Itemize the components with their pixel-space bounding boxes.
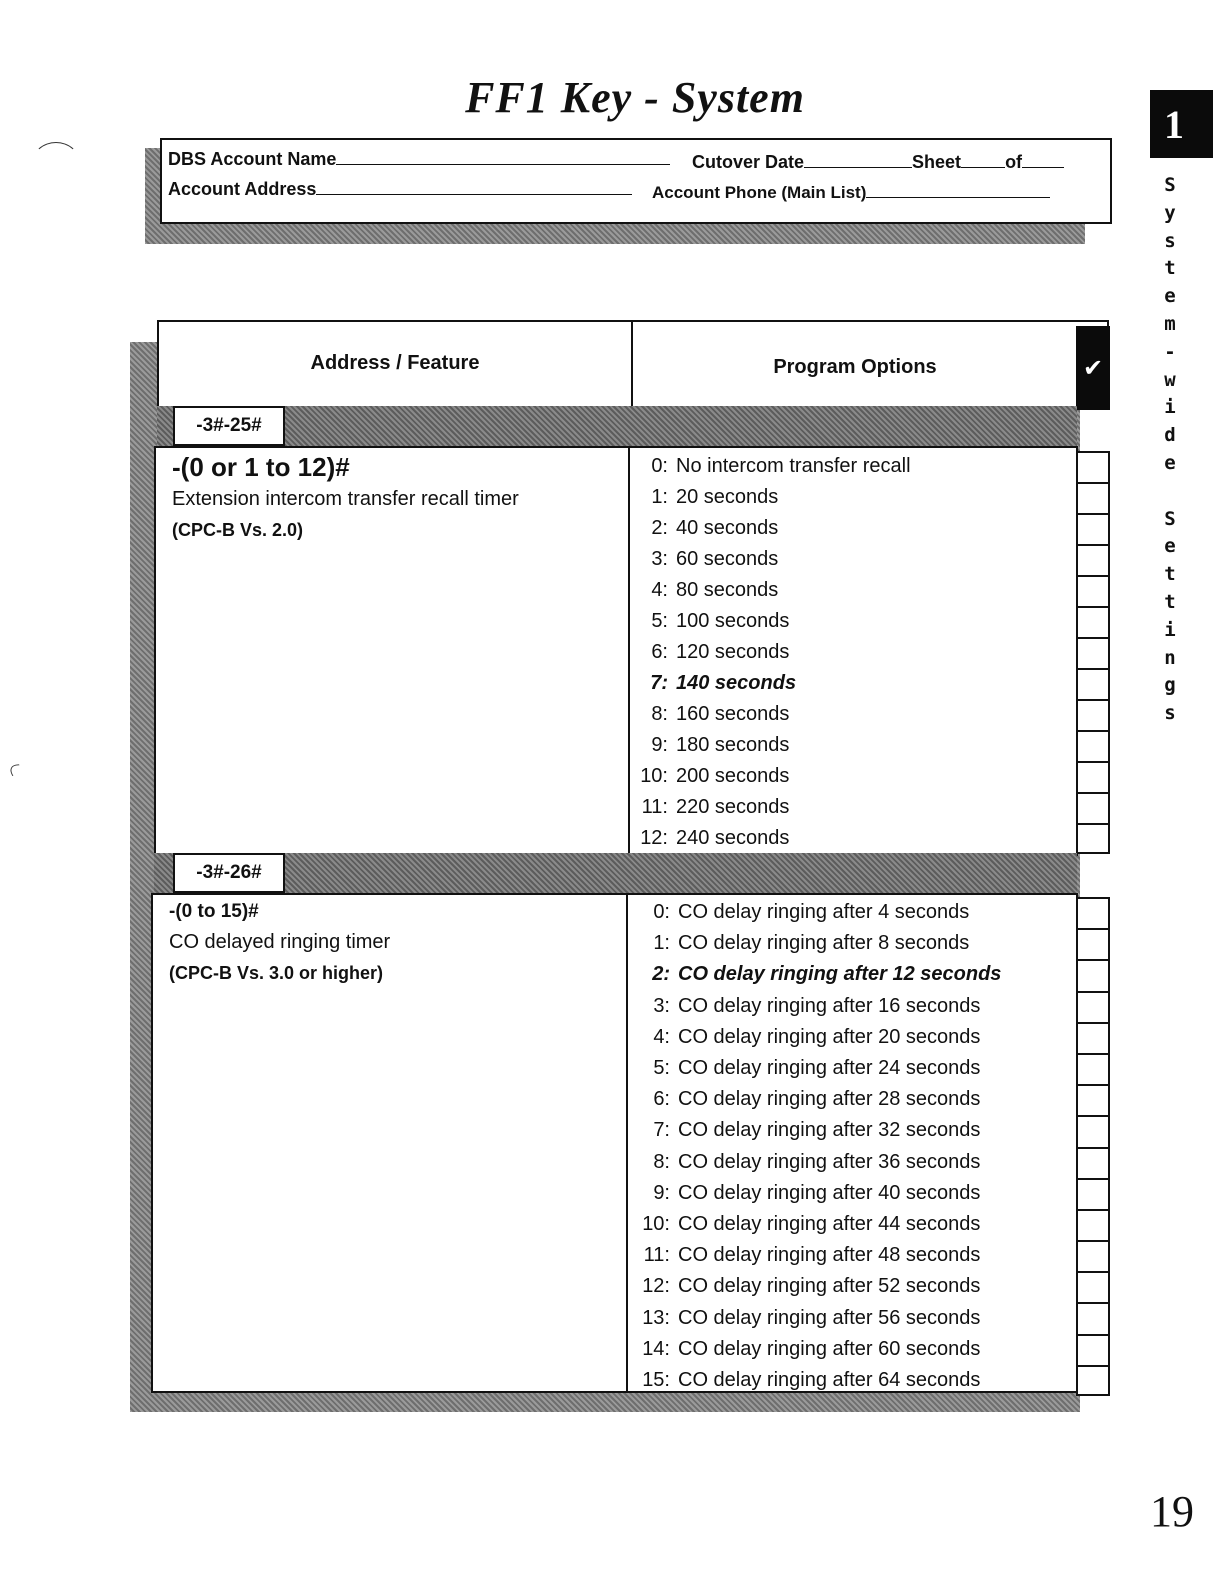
option-checkbox[interactable] — [1076, 513, 1110, 544]
option-number: 6: — [651, 641, 668, 663]
side-label-letter: e — [1164, 285, 1176, 308]
account-address-label: Account Address — [168, 179, 317, 199]
option-item — [638, 1271, 1001, 1302]
address-tag: -3#-26# — [173, 853, 285, 893]
account-address-field[interactable] — [316, 178, 632, 195]
scan-mark — [32, 142, 80, 184]
scan-mark — [5, 757, 71, 809]
section-bar — [154, 853, 1077, 893]
section-bar — [157, 406, 1077, 446]
option-text: CO delay ringing after 12 seconds — [678, 963, 1002, 986]
side-label-letter — [1158, 478, 1182, 506]
cutover-label: Cutover Date — [692, 152, 805, 172]
option-item — [638, 959, 1001, 990]
option-number: 3: — [653, 994, 670, 1017]
option-list — [640, 451, 911, 854]
option-item — [640, 513, 911, 544]
option-number: 0: — [653, 901, 670, 924]
option-item — [638, 1022, 1001, 1053]
option-item — [638, 1115, 1001, 1146]
option-number: 2: — [652, 963, 670, 986]
option-text: 20 seconds — [676, 486, 779, 508]
option-checkbox[interactable] — [1076, 959, 1110, 990]
header-address-feature: Address / Feature — [310, 352, 480, 374]
option-number: 14: — [642, 1337, 670, 1360]
option-text: 120 seconds — [676, 641, 790, 663]
option-number: 12: — [640, 827, 668, 849]
option-item — [640, 637, 911, 668]
side-label-letter: s — [1164, 702, 1176, 725]
option-item — [638, 1084, 1001, 1115]
option-text: 60 seconds — [676, 548, 779, 570]
option-number: 1: — [651, 486, 668, 508]
option-number: 3: — [651, 548, 668, 570]
feature-version: (CPC-B Vs. 3.0 or higher) — [169, 963, 384, 983]
checkbox-column — [1076, 451, 1110, 854]
feature-panel — [154, 446, 630, 856]
table-header — [157, 320, 1109, 408]
option-checkbox[interactable] — [1076, 792, 1110, 823]
option-checkbox[interactable] — [1076, 637, 1110, 668]
option-number: 9: — [651, 734, 668, 756]
option-checkbox[interactable] — [1076, 991, 1110, 1022]
option-text: No intercom transfer recall — [676, 455, 911, 477]
header-program-options: Program Options — [773, 356, 937, 378]
option-item — [640, 606, 911, 637]
option-text: 200 seconds — [676, 765, 790, 787]
option-number: 1: — [653, 932, 670, 955]
option-text: CO delay ringing after 40 seconds — [678, 1181, 981, 1204]
chapter-vertical-label — [1158, 172, 1182, 728]
option-number: 4: — [651, 579, 668, 601]
option-text: 240 seconds — [676, 827, 790, 849]
option-checkbox[interactable] — [1076, 699, 1110, 730]
option-number: 10: — [640, 765, 668, 787]
sheet-label: Sheet — [912, 152, 962, 172]
option-checkbox[interactable] — [1076, 451, 1110, 482]
cutover-date-field[interactable] — [804, 151, 912, 168]
side-label-letter: e — [1164, 451, 1176, 474]
option-number: 8: — [651, 703, 668, 725]
option-checkbox[interactable] — [1076, 928, 1110, 959]
option-text: CO delay ringing after 64 seconds — [678, 1368, 981, 1391]
option-item — [640, 544, 911, 575]
option-number: 2: — [651, 517, 668, 539]
option-text: CO delay ringing after 4 seconds — [678, 901, 970, 924]
option-item — [638, 1240, 1001, 1271]
option-text: CO delay ringing after 20 seconds — [678, 1025, 981, 1048]
option-text: CO delay ringing after 60 seconds — [678, 1337, 981, 1360]
option-item — [638, 1053, 1001, 1084]
option-item — [640, 699, 911, 730]
option-number: 8: — [653, 1150, 670, 1173]
option-checkbox[interactable] — [1076, 544, 1110, 575]
option-text: 180 seconds — [676, 734, 790, 756]
side-label-letter: y — [1164, 201, 1176, 224]
option-text: 160 seconds — [676, 703, 790, 725]
option-text: CO delay ringing after 28 seconds — [678, 1088, 981, 1111]
feature-panel — [151, 893, 628, 1393]
option-number: 5: — [653, 1057, 670, 1080]
chapter-tab: 1 — [1150, 90, 1213, 158]
side-label-letter: t — [1164, 257, 1176, 280]
feature-version: (CPC-B Vs. 2.0) — [172, 520, 304, 540]
option-item — [638, 1365, 1001, 1396]
option-number: 13: — [642, 1306, 670, 1329]
option-text: CO delay ringing after 48 seconds — [678, 1244, 981, 1267]
option-checkbox[interactable] — [1076, 1334, 1110, 1365]
of-label: of — [1005, 152, 1023, 172]
option-number: 11: — [643, 1244, 670, 1267]
option-checkbox[interactable] — [1076, 482, 1110, 513]
option-checkbox[interactable] — [1076, 1053, 1110, 1084]
side-label-letter: i — [1164, 396, 1176, 419]
side-label-letter: i — [1164, 618, 1176, 641]
option-number: 4: — [653, 1025, 670, 1048]
option-text: CO delay ringing after 56 seconds — [678, 1306, 981, 1329]
side-label-letter: t — [1164, 590, 1176, 613]
option-checkbox[interactable] — [1076, 1271, 1110, 1302]
option-checkbox[interactable] — [1076, 1084, 1110, 1115]
option-checkbox[interactable] — [1076, 1365, 1110, 1396]
side-label-letter: e — [1164, 535, 1176, 558]
page-number: 19 — [1150, 1487, 1194, 1536]
sheet-field[interactable] — [961, 151, 1005, 168]
cutover-row — [692, 151, 1064, 173]
option-number: 15: — [642, 1368, 670, 1391]
option-text: CO delay ringing after 32 seconds — [678, 1119, 981, 1142]
page-title: FF1 Key - System — [465, 73, 805, 122]
option-item — [638, 1302, 1001, 1333]
option-number: 12: — [642, 1275, 670, 1298]
option-item — [638, 1209, 1001, 1240]
option-text: CO delay ringing after 36 seconds — [678, 1150, 981, 1173]
option-text: 220 seconds — [676, 796, 790, 818]
option-text: CO delay ringing after 16 seconds — [678, 994, 981, 1017]
option-item — [638, 928, 1001, 959]
option-number: 0: — [651, 455, 668, 477]
option-text: CO delay ringing after 8 seconds — [678, 932, 970, 955]
option-checkbox[interactable] — [1076, 1022, 1110, 1053]
account-phone-field[interactable] — [866, 181, 1050, 198]
option-number: 7: — [653, 1119, 670, 1142]
option-text: 100 seconds — [676, 610, 790, 632]
option-checkbox[interactable] — [1076, 1209, 1110, 1240]
side-label-letter: S — [1164, 174, 1176, 196]
account-phone-row — [652, 181, 1050, 203]
account-name-field[interactable] — [336, 148, 670, 165]
feature-description: Extension intercom transfer recall timer — [172, 488, 519, 510]
side-label-letter: g — [1164, 674, 1176, 697]
option-checkbox[interactable] — [1076, 761, 1110, 792]
option-item — [638, 1147, 1001, 1178]
option-item — [638, 897, 1001, 928]
feature-code: -(0 to 15)# — [169, 901, 259, 922]
option-checkbox[interactable] — [1076, 730, 1110, 761]
option-checkbox[interactable] — [1076, 1115, 1110, 1146]
side-label-letter: s — [1164, 229, 1176, 252]
checkbox-column — [1076, 897, 1110, 1396]
option-number: 9: — [653, 1181, 670, 1204]
sheet-total-field[interactable] — [1022, 151, 1064, 168]
option-number: 6: — [653, 1088, 670, 1111]
option-text: 80 seconds — [676, 579, 779, 601]
option-checkbox[interactable] — [1076, 606, 1110, 637]
address-tag: -3#-25# — [173, 406, 285, 446]
option-number: 7: — [650, 672, 668, 694]
side-label-letter: w — [1164, 368, 1176, 391]
option-item — [640, 823, 911, 854]
account-phone-label: Account Phone (Main List) — [652, 183, 867, 202]
account-name-label: DBS Account Name — [168, 149, 337, 169]
side-label-letter: S — [1164, 507, 1176, 530]
option-number: 11: — [641, 796, 668, 818]
option-text: CO delay ringing after 24 seconds — [678, 1057, 981, 1080]
option-checkbox[interactable] — [1076, 575, 1110, 606]
option-item — [640, 482, 911, 513]
option-item — [640, 668, 911, 699]
option-checkbox[interactable] — [1076, 823, 1110, 854]
option-number: 5: — [651, 610, 668, 632]
feature-code: -(0 or 1 to 12)# — [172, 452, 350, 482]
option-item — [640, 575, 911, 606]
option-item — [640, 792, 911, 823]
option-item — [638, 1334, 1001, 1365]
option-checkbox[interactable] — [1076, 897, 1110, 928]
side-label-letter: - — [1164, 340, 1176, 363]
check-column-icon: ✔ — [1076, 326, 1110, 410]
side-label-letter: m — [1164, 312, 1176, 335]
option-text: 140 seconds — [676, 672, 797, 694]
option-item — [638, 1178, 1001, 1209]
option-item — [640, 451, 911, 482]
side-label-letter: n — [1164, 646, 1176, 669]
option-text: CO delay ringing after 44 seconds — [678, 1212, 981, 1235]
option-checkbox[interactable] — [1076, 1147, 1110, 1178]
side-label-letter: d — [1164, 424, 1176, 447]
account-address-row — [168, 178, 632, 200]
option-item — [638, 991, 1001, 1022]
option-checkbox[interactable] — [1076, 1302, 1110, 1333]
option-item — [640, 730, 911, 761]
account-name-row — [168, 148, 670, 170]
feature-description: CO delayed ringing timer — [169, 931, 391, 953]
option-checkbox[interactable] — [1076, 1240, 1110, 1271]
option-text: CO delay ringing after 52 seconds — [678, 1275, 981, 1298]
option-text: 40 seconds — [676, 517, 779, 539]
option-number: 10: — [642, 1212, 670, 1235]
option-item — [640, 761, 911, 792]
option-list — [638, 897, 1001, 1396]
option-checkbox[interactable] — [1076, 1178, 1110, 1209]
side-label-letter: t — [1164, 563, 1176, 586]
account-form — [160, 138, 1112, 224]
option-checkbox[interactable] — [1076, 668, 1110, 699]
